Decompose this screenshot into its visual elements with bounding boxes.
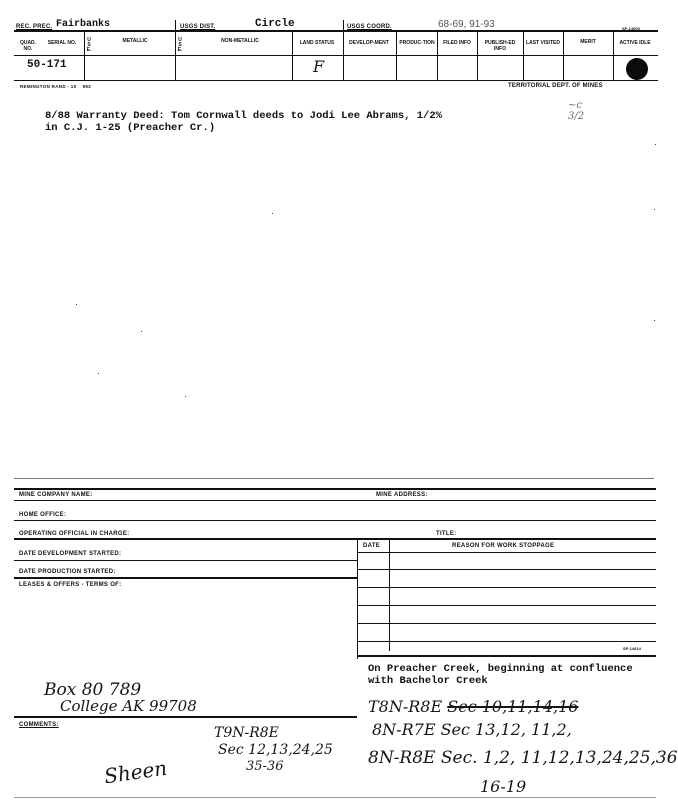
date-production-started-label: DATE PRODUCTION STARTED: (19, 569, 116, 575)
speck (654, 209, 655, 210)
non-metallic-header: NON-METALLIC (221, 38, 259, 44)
form-code-top: SP-14000 (622, 26, 640, 31)
active-status-dot (626, 58, 648, 80)
rule (14, 500, 656, 501)
handwritten-city: College AK 99708 (60, 697, 197, 715)
rec-prec-label: REC. PREC. (16, 24, 53, 30)
rule (14, 538, 656, 540)
rule (357, 587, 656, 588)
divider (84, 32, 85, 80)
speck (272, 213, 273, 214)
speck (654, 320, 655, 321)
speck (76, 304, 77, 305)
handwritten-t9n: T9N-R8E (214, 725, 279, 741)
filed-info-header: FILED INFO (443, 40, 471, 46)
handwritten-r8e-cont: 16-19 (480, 777, 527, 796)
rule (357, 655, 656, 657)
note-line-2: in C.J. 1-25 (Preacher Cr.) (45, 122, 216, 134)
footer-department: TERRITORIAL DEPT. OF MINES (508, 83, 603, 89)
lower-top-rule (14, 488, 656, 490)
speck (141, 331, 142, 332)
location-line-1: On Preacher Creek, beginning at confluence (368, 663, 633, 675)
divider (613, 32, 614, 80)
handwritten-r7e-line: 8N-R7E Sec 13,12, 11,2, (372, 720, 572, 739)
divider (563, 32, 564, 80)
operating-official-label: OPERATING OFFICIAL IN CHARGE: (19, 531, 130, 537)
header-top-rule (14, 30, 658, 32)
leases-offers-label: LEASES & OFFERS - TERMS OF: (19, 582, 122, 588)
handwritten-box: Box 80 789 (44, 680, 142, 700)
usgs-coord-value: 68-69, 91-93 (438, 19, 495, 30)
title-label: TITLE: (436, 531, 457, 537)
handwritten-t8n-line (368, 697, 578, 716)
t8n-struck-sections: Sec 10,11,14,16 (447, 697, 579, 716)
divider (477, 32, 478, 80)
merit-header: MERIT (580, 39, 596, 45)
home-office-label: HOME OFFICE: (19, 512, 67, 518)
rule (357, 552, 656, 553)
use-letters: U S E. (177, 37, 183, 53)
quad-no-header: QUAD. NO. (19, 40, 37, 52)
t8n-prefix: T8N-R8E (368, 697, 443, 716)
rule (357, 641, 656, 642)
handwritten-r8e-line: 8N-R8E Sec. 1,2, 11,12,13,24,25,36 (368, 748, 678, 768)
serial-no-header: SERIAL NO. (47, 40, 77, 46)
divider (175, 20, 176, 80)
stoppage-date-header: DATE (363, 543, 381, 549)
rule (357, 569, 656, 570)
header-mid-rule (14, 55, 658, 56)
rule (357, 605, 656, 606)
signature: Sheen (102, 755, 169, 789)
date-development-started-label: DATE DEVELOPMENT STARTED: (19, 551, 122, 557)
published-info-header: PUBLISH-ED INFO (484, 40, 516, 52)
use-letters: U S E. (86, 37, 92, 53)
speck (185, 396, 186, 397)
divider (343, 20, 344, 80)
note-line-1: 8/88 Warranty Deed: Tom Cornwall deeds to Jodi Lee Abrams, 1/2% (45, 110, 442, 122)
comments-label: COMMENTS: (19, 722, 59, 728)
stoppage-reason-header: REASON FOR WORK STOPPAGE (452, 543, 555, 549)
speck (98, 373, 99, 374)
mine-address-label: MINE ADDRESS: (376, 492, 428, 498)
last-visited-header: LAST VISITED (526, 40, 560, 46)
quad-serial-value: 50-171 (27, 59, 67, 71)
land-status-mark: F (313, 57, 325, 76)
rule (14, 560, 357, 561)
stoppage-date-divider (389, 539, 390, 651)
usgs-dist-value: Circle (255, 18, 295, 30)
metallic-header: METALLIC (122, 38, 148, 44)
production-header: PRODUC-TION (399, 40, 435, 46)
form-code-bottom: SP-14014 (623, 646, 641, 651)
rec-prec-value: Fairbanks (56, 19, 111, 30)
mine-company-name-label: MINE COMPANY NAME: (19, 492, 93, 498)
header-bottom-rule (14, 80, 658, 81)
bottom-rule (14, 797, 656, 798)
corner-mark: ~c 3/2 (568, 100, 585, 122)
handwritten-t9n-sections-cont: 35-36 (246, 759, 284, 774)
footer-printer-code: REMINGTON RAND - 10 993 (20, 84, 91, 89)
comments-rule (14, 716, 357, 718)
divider (437, 32, 438, 80)
divider (523, 32, 524, 80)
lower-top-faint-rule (14, 478, 654, 479)
active-idle-header: ACTIVE IDLE (619, 40, 651, 46)
speck (655, 144, 656, 145)
development-header: DEVELOP-MENT (349, 40, 389, 46)
land-status-header: LAND STATUS (299, 40, 335, 46)
divider (396, 32, 397, 80)
usgs-dist-label: USGS DIST. (180, 24, 216, 30)
handwritten-t9n-sections: Sec 12,13,24,25 (218, 742, 333, 758)
rule (357, 623, 656, 624)
usgs-coord-label: USGS COORD. (347, 24, 392, 30)
divider (292, 32, 293, 80)
location-line-2: with Bachelor Creek (368, 675, 488, 687)
rule (14, 520, 656, 521)
rule (14, 577, 357, 579)
